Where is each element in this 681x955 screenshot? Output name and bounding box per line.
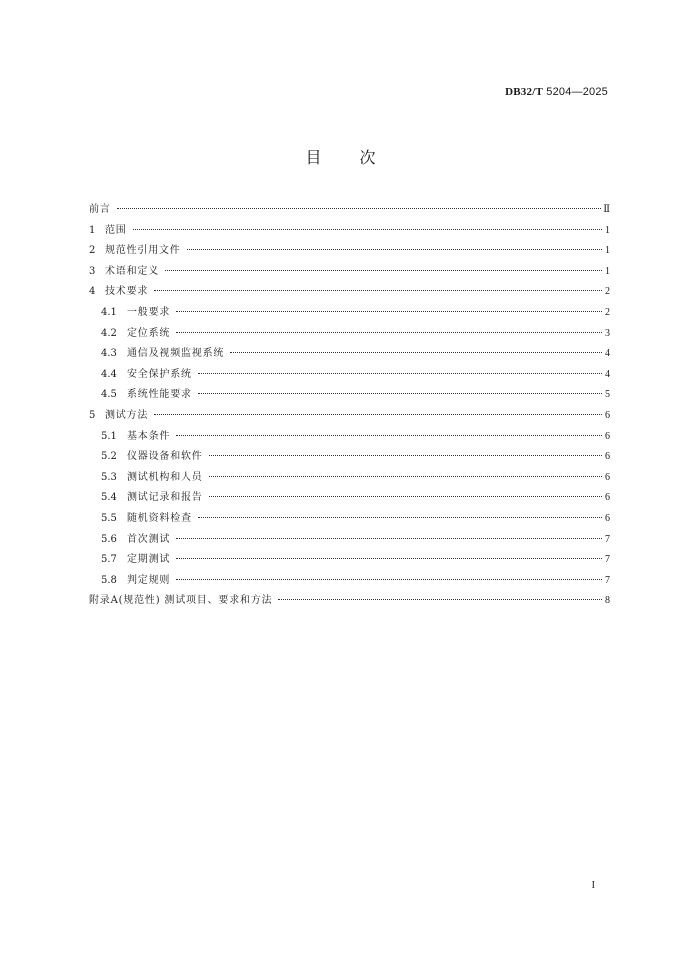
toc-entry[interactable] (89, 303, 610, 324)
toc-title-char-2: 次 (359, 148, 376, 167)
document-code (505, 86, 608, 98)
toc-entry-page: 6 (605, 409, 610, 421)
toc-entry[interactable] (89, 591, 610, 612)
toc-entry-label: 定位系统 (127, 327, 171, 339)
toc-entry-page: 2 (605, 286, 610, 298)
toc-entry-page: 6 (605, 512, 610, 524)
toc-entry[interactable] (89, 365, 610, 386)
toc-leader-dots (176, 311, 602, 312)
toc-entry-label: 首次测试 (127, 533, 171, 545)
toc-entry-page: 6 (605, 430, 610, 442)
toc-entry-label: 系统性能要求 (127, 389, 192, 401)
toc-leader-dots (198, 393, 602, 394)
toc-entry-number: 5.5 (101, 512, 117, 524)
toc-entry-number: 5.4 (101, 492, 117, 504)
toc-entry-label: 技术要求 (105, 286, 149, 298)
toc-leader-dots (176, 558, 602, 559)
toc-entry-page: 5 (605, 389, 610, 401)
toc-entry-label: 范围 (105, 224, 127, 236)
toc-entry[interactable] (89, 241, 610, 262)
toc-entry[interactable] (89, 282, 610, 303)
toc-entry-label: 测试机构和人员 (127, 471, 203, 483)
toc-entry[interactable] (89, 530, 610, 551)
toc-title (0, 145, 681, 168)
toc-entry-number: 5.7 (101, 554, 117, 566)
toc-entry-label: 仪器设备和软件 (127, 451, 203, 463)
table-of-contents (89, 200, 610, 612)
toc-entry-number: 5.3 (101, 471, 117, 483)
toc-entry-label: 附录A(规范性) 测试项目、要求和方法 (89, 595, 273, 607)
toc-entry-page: 7 (605, 554, 610, 566)
toc-leader-dots (133, 229, 602, 230)
toc-entry-page: 7 (605, 574, 610, 586)
toc-entry-page: 1 (605, 265, 610, 277)
toc-entry[interactable] (89, 447, 610, 468)
toc-entry-label: 判定规则 (127, 574, 171, 586)
toc-entry-number: 4.5 (101, 389, 117, 401)
toc-entry[interactable] (89, 344, 610, 365)
toc-entry-page: 8 (605, 595, 610, 607)
toc-entry-number: 5.2 (101, 451, 117, 463)
toc-leader-dots (278, 599, 602, 600)
toc-entry-page: 1 (605, 224, 610, 236)
toc-leader-dots (176, 538, 602, 539)
toc-entry-page: 3 (605, 327, 610, 339)
toc-leader-dots (154, 290, 602, 291)
toc-leader-dots (209, 455, 602, 456)
toc-entry-number: 4.4 (101, 368, 117, 380)
toc-entry-number: 5.1 (101, 430, 117, 442)
toc-entry-label: 通信及视频监视系统 (127, 348, 225, 360)
toc-leader-dots (209, 496, 602, 497)
toc-entry-page: 7 (605, 533, 610, 545)
toc-entry[interactable] (89, 385, 610, 406)
toc-leader-dots (230, 352, 602, 353)
toc-entry[interactable] (89, 427, 610, 448)
toc-entry[interactable] (89, 509, 610, 530)
toc-entry-number: 5.8 (101, 574, 117, 586)
toc-entry-number: 5 (89, 409, 96, 421)
toc-entry-number: 3 (89, 265, 96, 277)
toc-entry-number: 2 (89, 245, 96, 257)
toc-entry-label: 测试方法 (105, 409, 149, 421)
toc-entry-page: 4 (605, 368, 610, 380)
document-code-prefix: DB32/T (505, 86, 543, 98)
toc-entry-number: 4.3 (101, 348, 117, 360)
toc-entry-page: Ⅱ (603, 204, 610, 215)
toc-entry-number: 5.6 (101, 533, 117, 545)
toc-leader-dots (198, 373, 602, 374)
toc-entry-number: 1 (89, 224, 96, 236)
toc-entry-page: 2 (605, 306, 610, 318)
toc-entry-page: 6 (605, 451, 610, 463)
toc-entry-label: 前言 (89, 204, 111, 215)
page-number: I (591, 880, 595, 891)
toc-entry[interactable] (89, 221, 610, 242)
toc-leader-dots (209, 476, 602, 477)
toc-leader-dots (198, 517, 602, 518)
toc-leader-dots (176, 579, 602, 580)
toc-entry[interactable] (89, 324, 610, 345)
toc-entry-page: 6 (605, 492, 610, 504)
toc-entry-label: 一般要求 (127, 306, 171, 318)
toc-title-char-1: 目 (305, 148, 322, 167)
toc-entry-label: 术语和定义 (105, 265, 159, 277)
toc-entry-label: 基本条件 (127, 430, 171, 442)
toc-leader-dots (154, 414, 602, 415)
toc-entry-label: 测试记录和报告 (127, 492, 203, 504)
toc-entry-label: 安全保护系统 (127, 368, 192, 380)
toc-entry[interactable] (89, 262, 610, 283)
toc-leader-dots (187, 249, 602, 250)
toc-entry[interactable] (89, 488, 610, 509)
toc-leader-dots (176, 435, 602, 436)
toc-entry-label: 规范性引用文件 (105, 245, 181, 257)
toc-entry-page: 6 (605, 471, 610, 483)
toc-leader-dots (176, 332, 602, 333)
toc-entry-page: 1 (605, 245, 610, 257)
toc-entry[interactable] (89, 550, 610, 571)
toc-leader-dots (165, 270, 602, 271)
toc-entry[interactable] (89, 571, 610, 592)
toc-leader-dots (117, 208, 602, 209)
toc-entry-label: 随机资料检查 (127, 512, 192, 524)
document-code-number: 5204—2025 (543, 86, 608, 98)
toc-entry-number: 4.1 (101, 306, 117, 318)
toc-entry-label: 定期测试 (127, 554, 171, 566)
toc-entry[interactable] (89, 468, 610, 489)
toc-entry[interactable] (89, 406, 610, 427)
toc-entry-number: 4 (89, 286, 96, 298)
toc-entry-number: 4.2 (101, 327, 117, 339)
toc-entry[interactable] (89, 200, 610, 221)
toc-entry-page: 4 (605, 348, 610, 360)
